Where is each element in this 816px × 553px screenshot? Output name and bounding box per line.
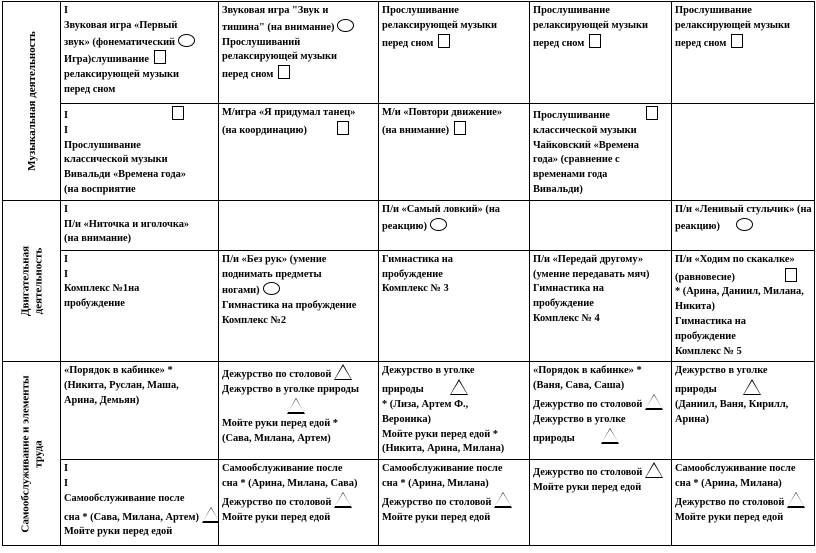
table-cell: [379, 250, 530, 362]
cell-line: природы: [675, 379, 811, 398]
table-cell: [219, 2, 379, 104]
cell-line: релаксирующей музыки: [222, 51, 338, 63]
table-cell: [379, 104, 530, 201]
table-row: [3, 250, 815, 362]
circle-icon: [736, 218, 753, 231]
cell-line: (Даниил, Ваня, Кирилл,: [675, 398, 789, 410]
cell-line: Дежурство по столовой: [533, 394, 668, 413]
cell-line: I: [64, 463, 69, 475]
cell-line: I: [64, 124, 69, 136]
cell-line: релаксирующей музыки: [533, 19, 649, 31]
table-cell: [672, 362, 815, 460]
cell-line: Никита): [675, 301, 715, 313]
cell-line: сна * (Арина, Милана, Сава): [222, 477, 358, 489]
cell-line: (умение передавать мяч): [533, 268, 650, 280]
table-cell: [219, 460, 379, 546]
cell-line: Дежурство по столовой: [222, 364, 375, 383]
cell-line: перед сном: [222, 65, 375, 83]
triangle-icon: [787, 492, 805, 508]
cell-line: сна * (Арина, Милана): [675, 477, 782, 489]
triangle-icon: [601, 428, 619, 444]
cell-line: Мойте руки перед едой: [675, 511, 784, 523]
cell-line: Гимнастика на пробуждение: [222, 300, 357, 312]
cell-line: Мойте руки перед едой *: [382, 428, 498, 440]
cell-line: релаксирующей музыки: [382, 19, 498, 31]
cell-line: Прослушивание: [675, 5, 752, 16]
cell-line: П/и «Ленивый стульчик» (на: [675, 203, 812, 215]
cell-line: Прослушивание: [533, 5, 610, 16]
cell-line: Дежурство по столовой: [533, 462, 668, 481]
cell-line: классической музыки: [533, 124, 637, 136]
cell-line: пробуждение: [675, 330, 736, 342]
checkbox-square-icon: [154, 50, 166, 64]
triangle-icon: [743, 379, 761, 395]
cell-line: Дежурство в уголке: [675, 365, 768, 377]
table-cell: [379, 200, 530, 250]
cell-line: (Сава, Милана, Артем): [222, 432, 331, 444]
section-label-cell: [3, 362, 61, 546]
section-label-cell: [3, 2, 61, 201]
table-cell: [530, 460, 672, 546]
table-cell: [530, 250, 672, 362]
cell-line: М/и «Повтори движение»: [382, 107, 503, 118]
cell-line: I: [64, 203, 69, 215]
table-cell: [61, 2, 219, 104]
table-cell: [530, 2, 672, 104]
cell-line: Вивальди «Времена года»: [64, 169, 186, 181]
cell-line: (Никита, Арина, Милана): [382, 443, 505, 455]
table-cell: [61, 104, 219, 201]
cell-line: Арина, Демьян): [64, 394, 140, 406]
cell-line: П/и «Без рук» (умение: [222, 253, 327, 265]
table-cell: [530, 362, 672, 460]
cell-line: Чайковский «Времена: [533, 139, 639, 151]
checkbox-square-icon: [172, 106, 184, 120]
section-label-motor: Двигательная деятельность: [19, 246, 44, 317]
cell-line: П/и «Самый ловкий» (на: [382, 203, 500, 215]
triangle-icon: [494, 492, 512, 508]
table-cell: [379, 2, 530, 104]
cell-line: Гимнастика на: [382, 253, 453, 265]
table-cell: [379, 362, 530, 460]
cell-line: перед сном: [533, 34, 668, 52]
cell-line: I: [64, 106, 215, 124]
cell-line: I: [64, 253, 69, 265]
cell-line: Арина): [675, 413, 709, 425]
triangle-icon: [202, 507, 219, 523]
cell-line: * (Лиза, Артем Ф.,: [382, 398, 469, 410]
checkbox-square-icon: [785, 268, 797, 282]
table-row: [3, 362, 815, 460]
cell-line: Игра)слушивание: [64, 50, 215, 68]
cell-line: Комплекс №2: [222, 314, 287, 326]
cell-line: Дежурство в уголке: [382, 365, 475, 377]
circle-icon: [178, 34, 195, 47]
cell-line: I: [64, 477, 69, 489]
cell-line: * (Арина, Даниил, Милана,: [675, 286, 804, 298]
table-row: [3, 460, 815, 546]
cell-line: «Порядок в кабинке» *: [533, 365, 642, 377]
cell-line: пробуждение: [64, 298, 125, 310]
cell-line: Вивальди): [533, 183, 583, 195]
cell-line: Дежурство по столовой: [382, 492, 526, 511]
table-cell: [530, 200, 672, 250]
cell-line: М/игра «Я придумал танец»: [222, 107, 356, 118]
cell-line: I: [64, 5, 69, 16]
section-label-self: Самообслуживание и элементы труда: [19, 375, 44, 533]
cell-line: релаксирующей музыки: [64, 69, 180, 81]
section-label-music: Музыкальная деятельность: [25, 31, 38, 171]
cell-line: сна * (Сава, Милана, Артем): [64, 507, 215, 526]
cell-line: Комплекс № 3: [382, 283, 449, 295]
cell-line: П/и «Ниточка и иголочка»: [64, 218, 190, 230]
cell-line: Дежурство по столовой: [222, 492, 375, 511]
table-cell: [61, 250, 219, 362]
cell-line: классической музыки: [64, 154, 168, 166]
circle-icon: [263, 282, 280, 295]
checkbox-square-icon: [454, 121, 466, 135]
cell-line: поднимать предметы: [222, 268, 322, 280]
cell-line: Самообслуживание после: [382, 463, 503, 475]
cell-line: Самообслуживание после: [64, 492, 185, 504]
cell-line: релаксирующей музыки: [675, 19, 791, 31]
checkbox-square-icon: [278, 65, 290, 79]
table-row: [3, 104, 815, 201]
cell-line: Мойте руки перед едой: [222, 511, 331, 523]
triangle-icon: [645, 394, 663, 410]
checkbox-square-icon: [646, 106, 658, 120]
cell-line: (Ваня, Сава, Саша): [533, 380, 625, 392]
cell-line: [222, 398, 375, 417]
table-cell: [219, 200, 379, 250]
cell-line: реакцию): [675, 218, 811, 235]
cell-line: Прослушивание: [64, 139, 141, 151]
cell-line: Комплекс № 5: [675, 345, 742, 357]
cell-line: перед сном: [382, 34, 526, 52]
cell-line: Прослушивание: [533, 106, 668, 124]
table-cell: [61, 460, 219, 546]
cell-line: временами года: [533, 169, 608, 181]
cell-line: природы: [533, 428, 668, 447]
schedule-table: [2, 1, 815, 546]
cell-line: Мойте руки перед едой: [382, 511, 491, 523]
triangle-icon: [334, 492, 352, 508]
cell-line: П/и «Ходим по скакалке»: [675, 253, 795, 265]
cell-line: года» (сравнение с: [533, 154, 620, 166]
section-label-cell: [3, 200, 61, 362]
cell-line: ногами): [222, 282, 375, 299]
cell-line: пробуждение: [533, 298, 594, 310]
cell-line: Комплекс №1на: [64, 283, 140, 295]
cell-line: Дежурство в уголке: [533, 413, 626, 425]
cell-line: П/и «Передай другому»: [533, 253, 644, 265]
cell-line: сна * (Арина, Милана): [382, 477, 489, 489]
cell-line: (Никита, Руслан, Маша,: [64, 380, 179, 392]
table-cell: [219, 250, 379, 362]
cell-line: перед сном: [675, 34, 811, 52]
cell-line: «Порядок в кабинке» *: [64, 365, 173, 377]
table-cell: [61, 362, 219, 460]
cell-line: Мойте руки перед едой: [533, 481, 642, 493]
cell-line: перед сном: [64, 83, 116, 95]
circle-icon: [430, 218, 447, 231]
checkbox-square-icon: [337, 121, 349, 135]
cell-line: Мойте руки перед едой *: [222, 417, 338, 429]
cell-line: (на координацию): [222, 121, 375, 139]
cell-line: пробуждение: [382, 268, 443, 280]
cell-line: Дежурство в уголке природы: [222, 384, 359, 396]
table-cell: [672, 104, 815, 201]
table-cell: [672, 200, 815, 250]
cell-line: (на внимание): [64, 233, 132, 245]
cell-line: Гимнастика на: [533, 283, 604, 295]
cell-line: реакцию): [382, 218, 526, 235]
cell-line: (на внимание): [382, 121, 526, 139]
checkbox-square-icon: [731, 34, 743, 48]
table-row: [3, 2, 815, 104]
table-cell: [530, 104, 672, 201]
table-cell: [219, 362, 379, 460]
table-row: [3, 200, 815, 250]
table-cell: [672, 460, 815, 546]
cell-line: Самообслуживание после: [222, 463, 343, 475]
cell-line: тишина" (на внимание): [222, 19, 375, 36]
checkbox-square-icon: [589, 34, 601, 48]
cell-line: Дежурство по столовой: [675, 492, 811, 511]
cell-line: I: [64, 268, 69, 280]
table-cell: [672, 250, 815, 362]
cell-line: Комплекс № 4: [533, 312, 600, 324]
cell-line: Прослушивание: [382, 5, 459, 16]
table-cell: [379, 460, 530, 546]
circle-icon: [337, 19, 354, 32]
cell-line: Самообслуживание после: [675, 463, 796, 475]
cell-line: Вероника): [382, 413, 431, 425]
triangle-icon: [334, 364, 352, 380]
triangle-icon: [287, 398, 305, 414]
cell-line: Гимнастика на: [675, 315, 746, 327]
cell-line: (равновесие): [675, 268, 811, 286]
table-cell: [61, 200, 219, 250]
table-cell: [672, 2, 815, 104]
cell-line: Прослушиваний: [222, 36, 301, 48]
checkbox-square-icon: [438, 34, 450, 48]
cell-line: звук» (фонематический: [64, 34, 215, 51]
cell-line: (на восприятие: [64, 183, 136, 195]
cell-line: Звуковая игра "Звук и: [222, 5, 329, 16]
cell-line: Мойте руки перед едой: [64, 526, 173, 538]
table-cell: [219, 104, 379, 201]
triangle-icon: [450, 379, 468, 395]
cell-line: Звуковая игра «Первый: [64, 19, 178, 31]
cell-line: природы: [382, 379, 526, 398]
triangle-icon: [645, 462, 663, 478]
